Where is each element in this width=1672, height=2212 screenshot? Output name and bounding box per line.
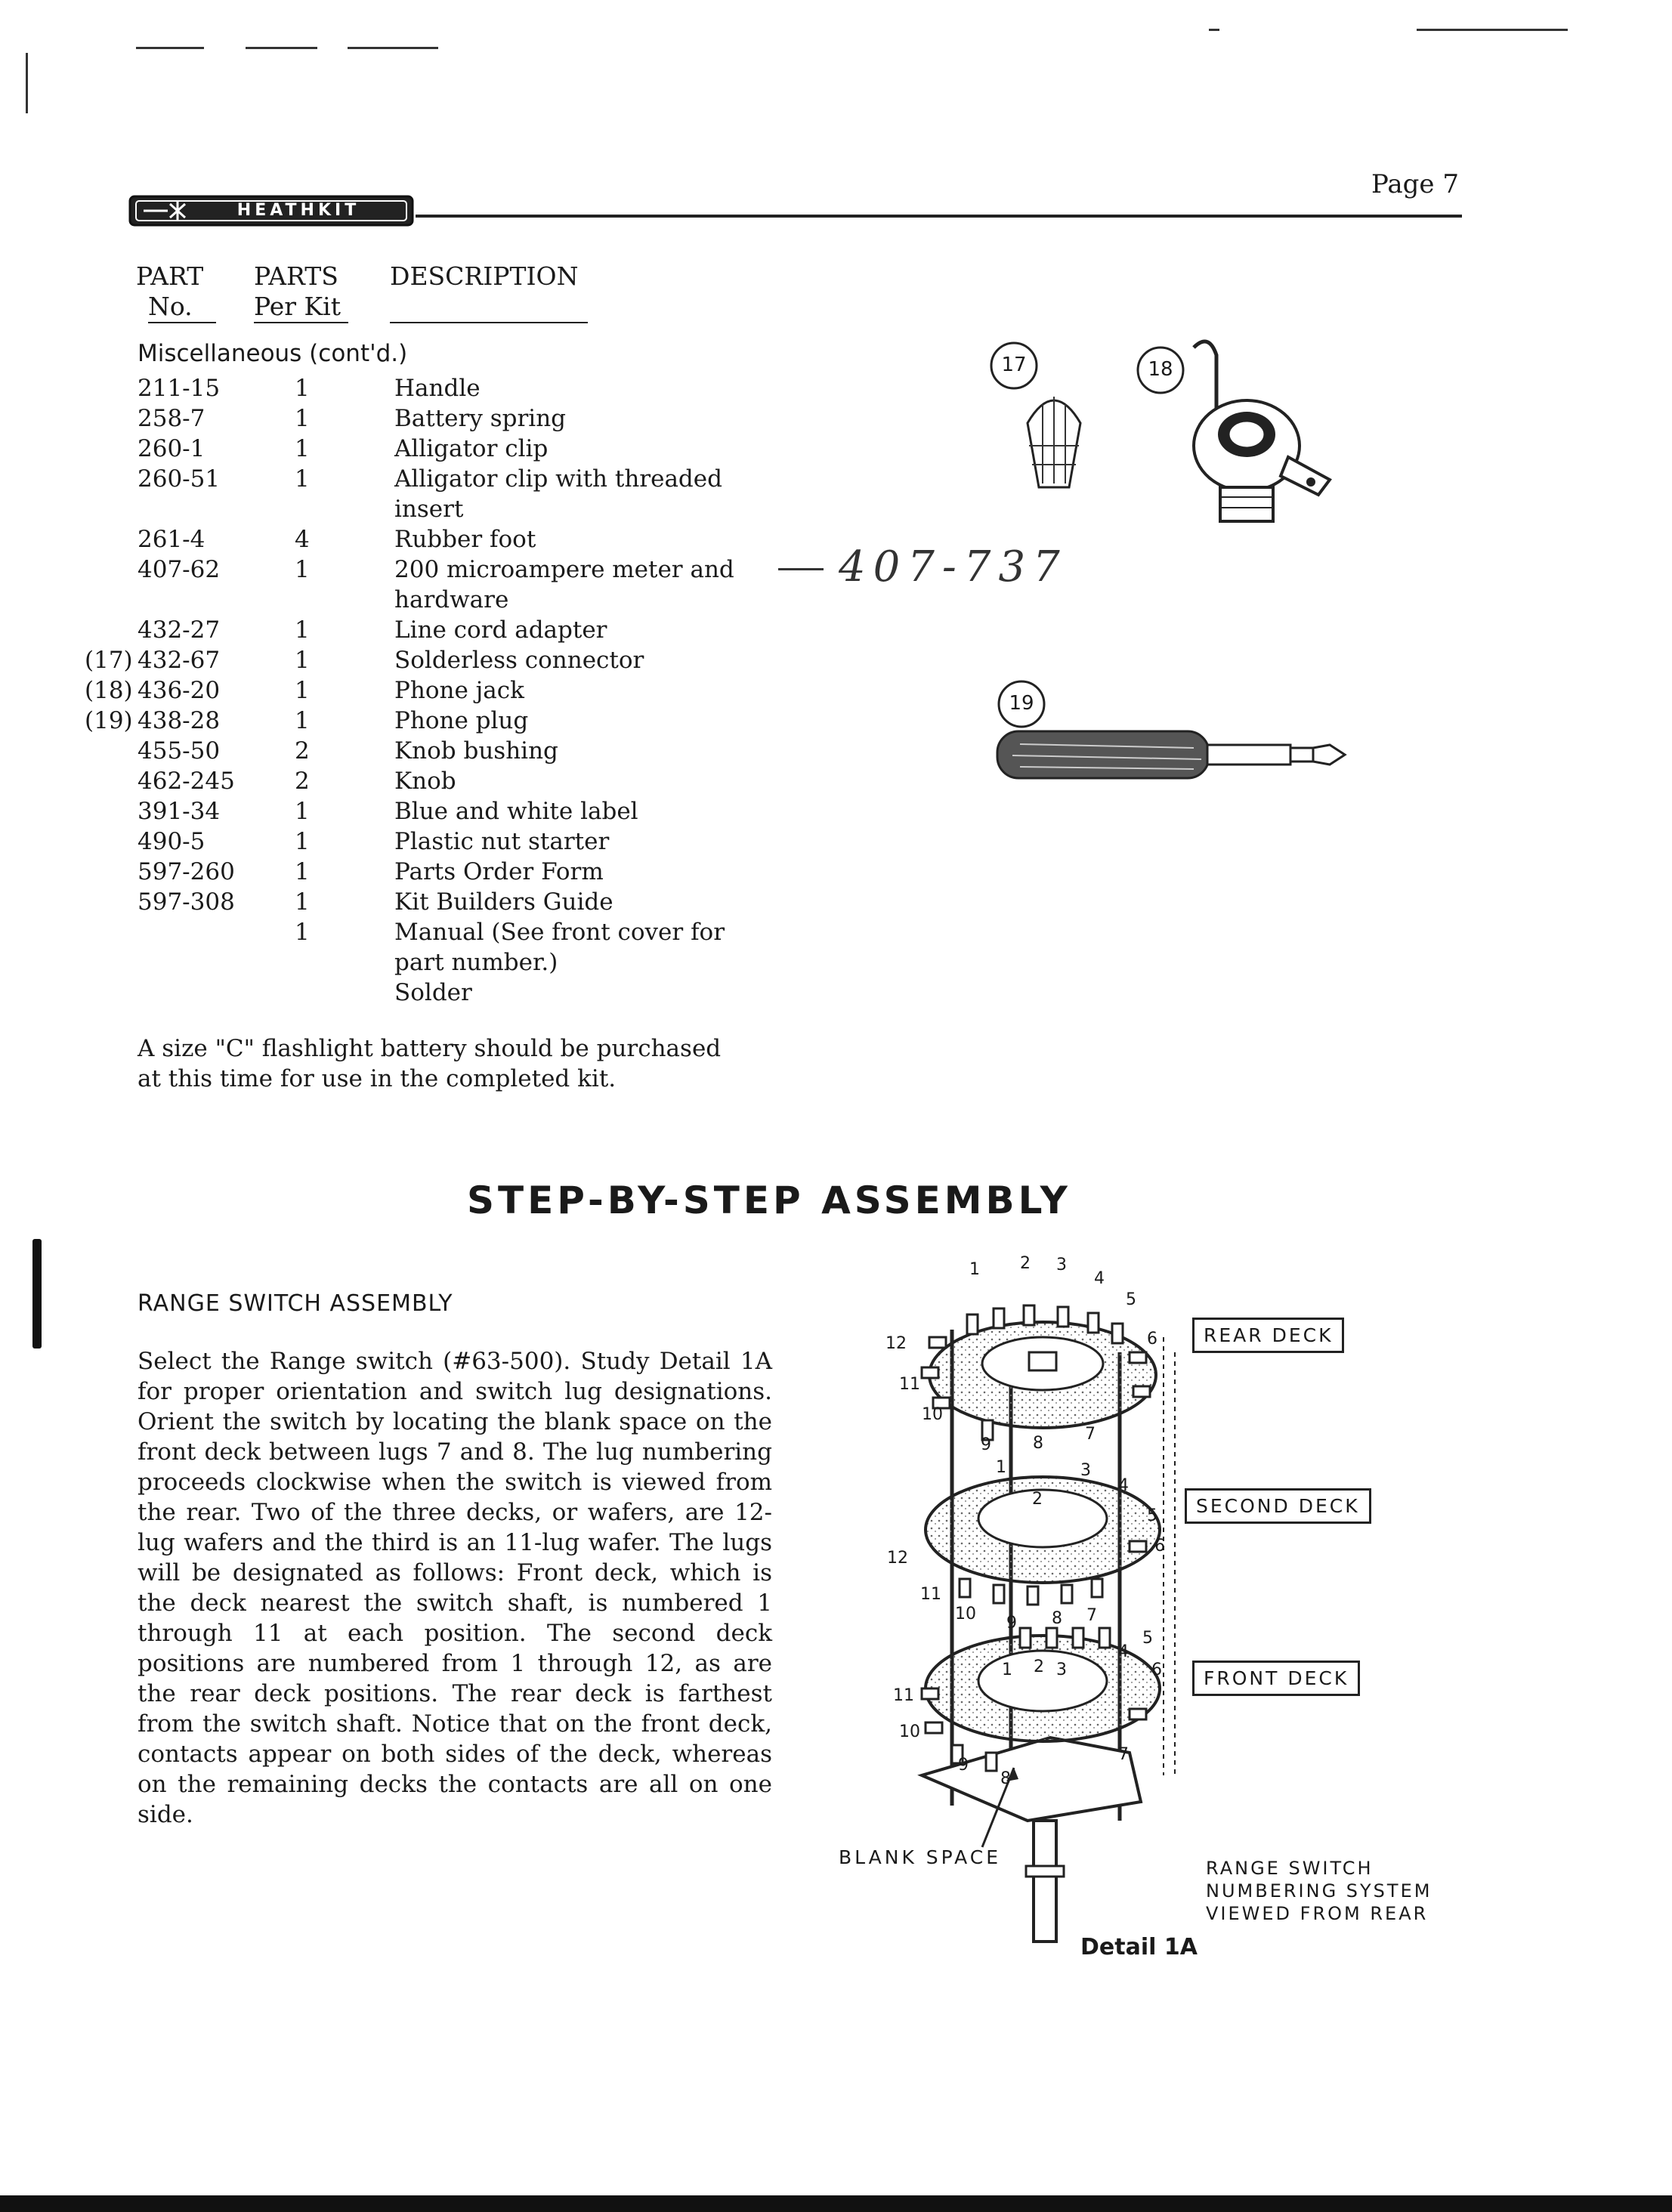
lug-label: 9 xyxy=(1006,1614,1017,1633)
key-17-label: 17 xyxy=(1001,354,1027,376)
front-deck-label: FRONT DECK xyxy=(1192,1661,1360,1696)
lug-label: 5 xyxy=(1142,1629,1153,1648)
lug-label: 9 xyxy=(981,1435,991,1454)
scan-artifact-bottom xyxy=(0,2195,1672,2212)
lug-label: 10 xyxy=(899,1722,920,1741)
diagram-caption: RANGE SWITCH NUMBERING SYSTEM VIEWED FROM REAR xyxy=(1206,1858,1432,1924)
lug-label: 11 xyxy=(899,1375,920,1394)
key-18-label: 18 xyxy=(1148,358,1173,381)
handwritten-part-number: 407-737 xyxy=(839,542,1068,592)
assembly-title: STEP-BY-STEP ASSEMBLY xyxy=(467,1179,1071,1222)
logo-text: HEATHKIT xyxy=(236,201,360,220)
lug-label: 1 xyxy=(996,1458,1006,1477)
col-description-header: DESCRIPTION xyxy=(390,261,578,292)
parts-table: 211-15 1 Handle 258-7 1 Battery spring 260-1 1 Alligator clip 260-51 1 Alligator clip with threaded insert 261-4 4 Rubber foot 407-62 1 200 microampere meter and hardware 432-27 1 Line cord adapter (17) 432-67 1 Solderless connector (18) 436-20 1 Phone jack (19) 438-28 1 Phone plug 455-50 2 Knob bushing 462-245 2 Knob 391-34 1 Blue and white label 490-5 1 Plastic nut starter 597-260 1 Parts Order Form 597-308 1 Kit Builders Guide 1 Manual (See front cover for part number.) Solder xyxy=(85,375,734,1006)
lug-label: 8 xyxy=(1033,1434,1043,1453)
lug-label: 3 xyxy=(1056,1256,1067,1274)
lug-label: 9 xyxy=(958,1756,969,1775)
lug-label: 4 xyxy=(1094,1269,1105,1288)
lug-label: 6 xyxy=(1147,1330,1157,1349)
lug-label: 12 xyxy=(887,1549,908,1568)
solderless-connector-illustration xyxy=(982,332,1133,506)
lug-label: 1 xyxy=(969,1260,980,1279)
blank-space-label: BLANK SPACE xyxy=(839,1846,1002,1868)
scan-artifact-left-bar xyxy=(32,1239,42,1349)
col-part-header: PART No. xyxy=(136,261,203,322)
lug-label: 5 xyxy=(1126,1290,1136,1309)
phone-plug-illustration xyxy=(990,672,1368,808)
lug-label: 5 xyxy=(1147,1506,1157,1525)
lug-label: 1 xyxy=(1002,1661,1012,1679)
front-lug-labels xyxy=(831,1624,1466,1798)
lug-label: 11 xyxy=(893,1686,914,1705)
lug-label: 3 xyxy=(1056,1661,1067,1679)
lug-label: 6 xyxy=(1154,1537,1165,1556)
lug-label: 8 xyxy=(1052,1609,1062,1628)
lug-label: 7 xyxy=(1085,1425,1096,1444)
range-switch-heading: RANGE SWITCH ASSEMBLY xyxy=(138,1290,453,1317)
phone-jack-illustration xyxy=(1126,325,1352,544)
lug-label: 4 xyxy=(1118,1476,1129,1495)
lug-label: 10 xyxy=(922,1405,943,1424)
lug-label: 7 xyxy=(1118,1745,1129,1764)
lug-label: 2 xyxy=(1034,1657,1044,1676)
lug-label: 3 xyxy=(1080,1461,1091,1480)
battery-note: A size "C" flashlight battery should be purchased at this time for use in the completed kit. xyxy=(138,1035,722,1092)
lug-label: 8 xyxy=(1000,1769,1011,1788)
lug-label: 7 xyxy=(1086,1606,1097,1625)
rear-lug-labels xyxy=(831,1247,1466,1473)
lug-label: 6 xyxy=(1151,1661,1162,1679)
key-19-label: 19 xyxy=(1009,692,1034,715)
second-deck-label: SECOND DECK xyxy=(1185,1488,1371,1524)
range-switch-paragraph: Select the Range switch (#63-500). Study Detail 1A for proper orientation and switch lug designations. Orient the switch by locating the blank space on the front deck between lugs 7 and 8. The lug numbering proceeds clockwise when the switch is viewed from the rear. Two of the three decks, or wafers, are 12-lug wafers and the third is an 11-lug wafer. The lugs will be designated as follows: Front deck, which is the deck nearest the switch shaft, is numbered 1 through 11 at each position. The second deck positions are numbered from 1 through 12, as are the rear deck positions. The rear deck is farthest from the switch shaft. Notice that on the front deck, contacts appear on both sides of the deck, whereas on the remaining decks the contacts are all on one side. xyxy=(138,1348,772,1828)
col-parts-header: PARTS Per Kit xyxy=(254,261,341,322)
lug-label: 2 xyxy=(1032,1490,1043,1509)
lug-label: 10 xyxy=(955,1605,976,1623)
second-lug-labels xyxy=(831,1443,1466,1633)
page-number: Page 7 xyxy=(1371,169,1459,199)
handwritten-arrow xyxy=(778,568,824,570)
lug-label: 4 xyxy=(1118,1642,1129,1661)
lug-label: 12 xyxy=(885,1334,907,1353)
rear-deck-label: REAR DECK xyxy=(1192,1318,1344,1353)
lug-label: 11 xyxy=(920,1585,941,1604)
lug-label: 2 xyxy=(1020,1254,1031,1273)
range-switch-diagram xyxy=(831,1247,1466,1972)
detail-label: Detail 1A xyxy=(1080,1934,1198,1960)
misc-section-title: Miscellaneous (cont'd.) xyxy=(138,340,408,367)
